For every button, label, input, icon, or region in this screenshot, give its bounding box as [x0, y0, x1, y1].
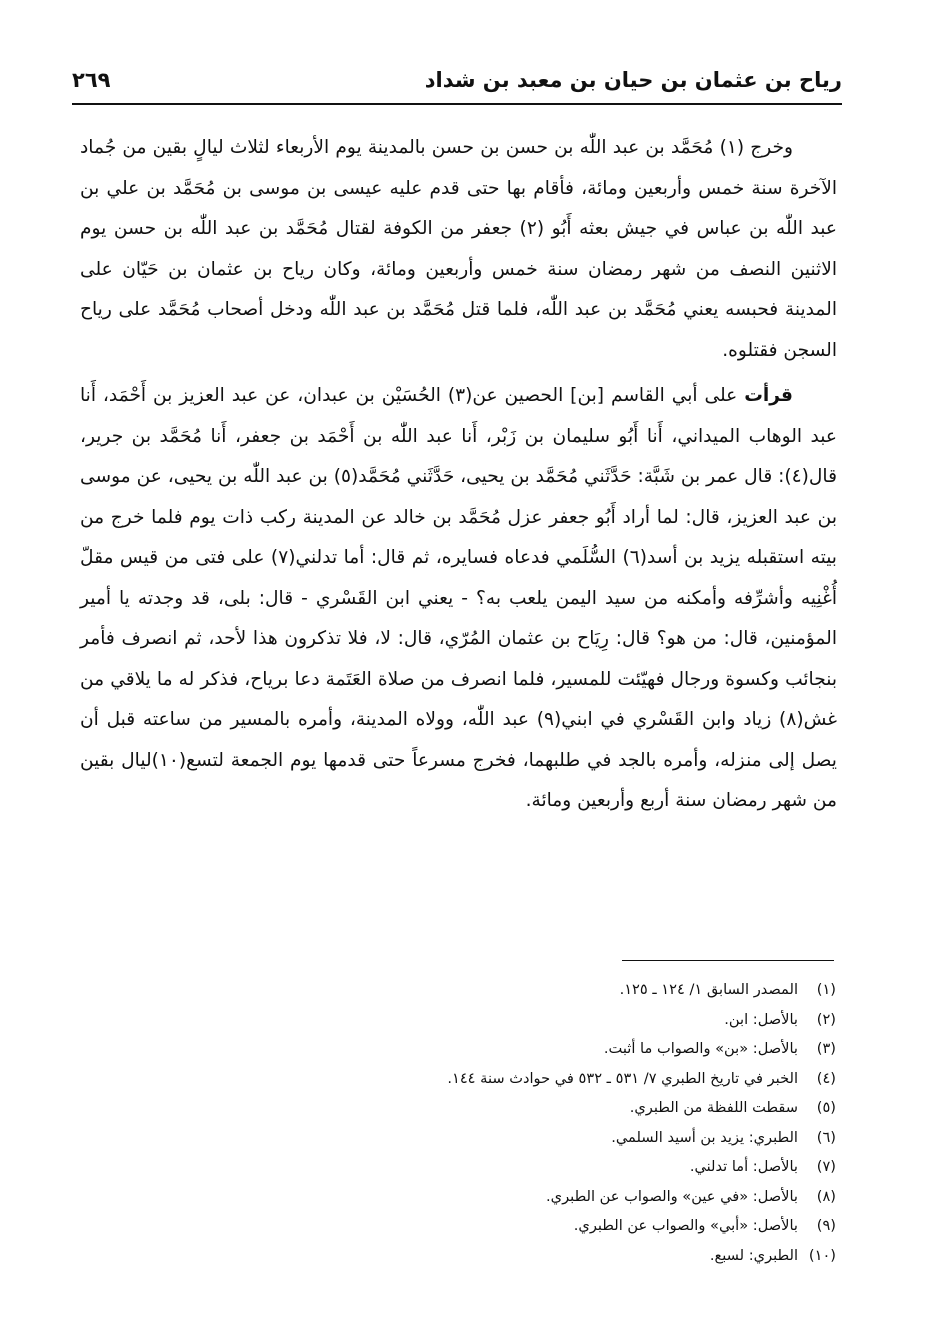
footnote-text: بالأصل: «أبي» والصواب عن الطبري. — [573, 1217, 798, 1234]
footnotes-list — [276, 975, 836, 1270]
footnote-number: (٩) — [816, 1217, 836, 1234]
footnote-text: الطبري: لسبع. — [709, 1246, 798, 1264]
footnote-item — [276, 1034, 836, 1064]
main-text — [80, 128, 837, 822]
footnote-number: (٦) — [816, 1128, 836, 1146]
footnote-number: (٧) — [816, 1158, 836, 1175]
footnote-item — [276, 1123, 836, 1153]
footnote-number: (٢) — [816, 1010, 836, 1028]
footnote-text: بالأصل: «في عين» والصواب عن الطبري. — [546, 1187, 798, 1205]
page-number: ٢٦٩ — [72, 68, 111, 92]
footnote-item — [276, 1241, 836, 1271]
footnote-item — [276, 1182, 836, 1212]
page-header — [72, 68, 842, 102]
footnote-number: (٥) — [816, 1099, 836, 1116]
footnote-text: بالأصل: أما تدلني. — [689, 1158, 798, 1175]
paragraph-2-text: على أبي القاسم [بن] الحصين عن(٣) الحُسَيْن بن عبدان، عن عبد العزيز بن أَحْمَد، أَنا عبد الوهاب الميداني، أَنا أَبُو سليمان بن زَبْر، أَنا عبد اللّٰه بن أَحْمَد بن جعفر، أَنا مُحَمَّد بن جرير، قال(٤): قال عمر بن شَبَّة: حَدَّثَني مُحَمَّد بن يحيى، حَدَّثَني مُحَمَّد(٥) بن عبد اللّٰه بن يحيى، عن موسى بن عبد العزيز، قال: لما أراد أَبُو جعفر عزل مُحَمَّد بن خالد عن المدينة ركب ذات يوم فلما خرج من بيته استقبله يزيد بن أسد(٦) السُّلَمي فدعاه فسايره، ثم قال: أما تدلني(٧) على فتى من قيس مقلّ أُغْنِيه وأشرِّفه وأمكنه من سيد اليمن يلعب به؟ - يعني ابن القَسْري - قال: بلى، قد وجدته يا أمير المؤمنين، قال: من هو؟ قال: رِيَاح بن عثمان المُرّي، قال: لا، فلا تذكرون هذا لأحد، ثم انصرف فأمر بنجائب وكسوة ورجال فهيّئت للمسير، فلما انصرف من صلاة العَتَمة دعا برياح، فذكر له ما يلاقي من غش(٨) زياد وابن القَسْري في ابني(٩) عبد اللّٰه، وولاه المدينة، وأمره بالمسير من ساعته قبل أن يصل إلى منزله، وأمره بالجد في طلبهما، فخرج مسرعاً حتى قدمها يوم الجمعة لتسع(١٠)ليال بقين من شهر رمضان سنة أربع وأربعين ومائة. — [80, 385, 838, 811]
footnote-item — [276, 1005, 836, 1035]
footnote-text: بالأصل: ابن. — [724, 1010, 798, 1028]
footnote-item — [276, 975, 836, 1005]
footnote-number: (٤) — [816, 1069, 836, 1087]
footnote-number: (٣) — [816, 1040, 836, 1057]
footnote-item — [276, 1152, 836, 1182]
footnote-number: (١٠) — [808, 1246, 836, 1264]
footnote-text: الخبر في تاريخ الطبري ٧/ ٥٣١ ـ ٥٣٢ في حوادث سنة ١٤٤. — [447, 1069, 798, 1087]
footnote-separator — [622, 960, 834, 961]
footnote-text: المصدر السابق ١/ ١٢٤ ـ ١٢٥. — [619, 981, 798, 998]
paragraph-2 — [80, 376, 837, 822]
footnote-item — [276, 1093, 836, 1123]
footnote-item — [276, 1211, 836, 1241]
footnote-item — [276, 1064, 836, 1094]
footnote-text: بالأصل: «بن» والصواب ما أثبت. — [603, 1040, 798, 1057]
footnote-text: الطبري: يزيد بن أسيد السلمي. — [611, 1128, 798, 1146]
paragraph-1-text: وخرج (١) مُحَمَّد بن عبد اللّٰه بن حسن بن حسن بالمدينة يوم الأربعاء لثلاث ليالٍ بقين من جُماد الآخرة سنة خمس وأربعين ومائة، فأقام بها حتى قدم عليه عيسى بن موسى بن مُحَمَّد بن علي بن عبد اللّٰه بن عباس في جيش بعثه أَبُو (٢) جعفر من الكوفة لقتال مُحَمَّد بن عبد اللّٰه بن حسن يوم الاثنين النصف من شهر رمضان سنة خمس وأربعين ومائة، وكان رياح بن عثمان بن حَيّان على المدينة فحبسه يعني مُحَمَّد بن عبد اللّٰه، فلما قتل مُحَمَّد بن عبد اللّٰه ودخل أصحاب مُحَمَّد على رياح السجن فقتلوه. — [80, 137, 837, 361]
paragraph-1 — [80, 128, 837, 371]
header-rule — [72, 103, 842, 105]
footnote-text: سقطت اللفظة من الطبري. — [629, 1099, 798, 1116]
paragraph-2-lead: قرأت — [744, 385, 793, 406]
footnote-number: (١) — [816, 981, 836, 998]
footnote-number: (٨) — [816, 1187, 836, 1205]
running-title: رياح بن عثمان بن حيان بن معبد بن شداد — [424, 68, 842, 92]
